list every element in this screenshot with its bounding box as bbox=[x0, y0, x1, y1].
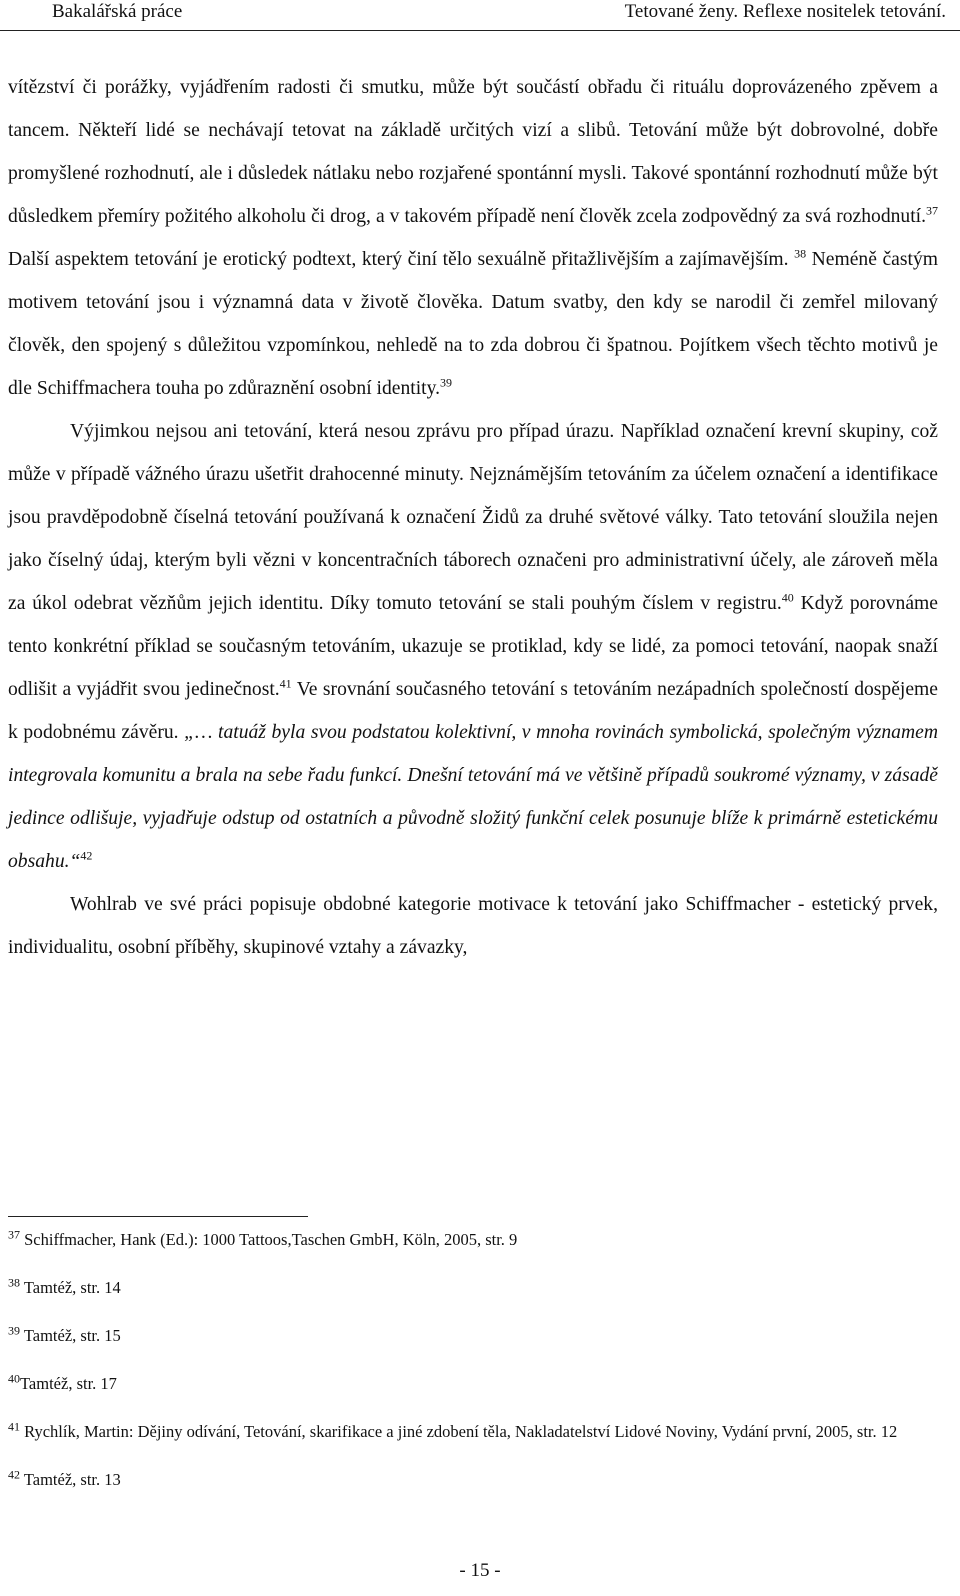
footnote-number: 38 bbox=[8, 1275, 20, 1290]
paragraph-2-text-c: Ve srovnání současného tetování s tetováním nezápadních společností dospějeme k podobnému závěru. bbox=[8, 679, 938, 743]
footnote-number: 40 bbox=[8, 1371, 20, 1386]
paragraph-2 bbox=[8, 410, 938, 883]
paragraph-3: Wohlrab ve své práci popisuje obdobné kategorie motivace k tetování jako Schiffmacher - estetický prvek, individualitu, osobní příběhy, skupinové vztahy a závazky, bbox=[8, 894, 938, 958]
footnote-number: 41 bbox=[8, 1419, 20, 1434]
footnote-separator bbox=[8, 1216, 308, 1217]
footnote-text: Tamtéž, str. 17 bbox=[20, 1374, 117, 1393]
footnote-number: 39 bbox=[8, 1323, 20, 1338]
footnote-38 bbox=[8, 1276, 938, 1300]
footnote-39 bbox=[8, 1324, 938, 1348]
footnote-42 bbox=[8, 1468, 938, 1492]
body-text bbox=[8, 66, 938, 969]
footnote-text: Rychlík, Martin: Dějiny odívání, Tetování, skarifikace a jiné zdobení těla, Nakladatelství Lidové Noviny, Vydání první, 2005, str. 12 bbox=[20, 1422, 898, 1441]
page-header bbox=[0, 0, 960, 31]
quotation: „… tatuáž byla svou podstatou kolektivní, v mnoha rovinách symbolická, společným významem integrovala komunitu a brala na sebe řadu funkcí. Dnešní tetování má ve většině případů soukromé významy, v zásadě jedince odlišuje, vyjadřuje odstup od ostatních a původně složitý funkční celek posunuje blíže k primárně estetickému obsahu.“ bbox=[8, 722, 938, 872]
header-thesis-type: Bakalářská práce bbox=[52, 1, 183, 22]
paragraph-1-text-c: Neméně častým motivem tetování jsou i významná data v životě člověka. Datum svatby, den kdy se narodil či zemřel milovaný člověk, den spojený s důležitou vzpomínkou, nehledě na to zda dobrou či špatnou. Pojítkem všech těchto motivů je dle Schiffmachera touha po zdůraznění osobní identity. bbox=[8, 249, 938, 399]
paragraph-2-text-a: Výjimkou nejsou ani tetování, která nesou zprávu pro případ úrazu. Například označení krevní skupiny, což může v případě vážného úrazu ušetřit drahocenné minuty. Nejznámějším tetováním za účelem označení a identifikace jsou pravděpodobně číselná tetování používaná k označení Židů za druhé světové války. Tato tetování sloužila nejen jako číselný údaj, kterým byli vězni v koncentračních táborech označeni pro administrativní účely, ale zároveň měla za úkol odebrat vězňům jejich identitu. Díky tomuto tetování se stali pouhým číslem v registru. bbox=[8, 421, 938, 614]
footnote-40 bbox=[8, 1372, 938, 1396]
footnotes bbox=[8, 1228, 938, 1516]
footnote-text: Tamtéž, str. 14 bbox=[20, 1278, 121, 1297]
footnote-37 bbox=[8, 1228, 938, 1252]
footnote-41 bbox=[8, 1420, 938, 1444]
paragraph-1-text-a: vítězství či porážky, vyjádřením radosti či smutku, může být součástí obřadu či rituálu doprovázeného zpěvem a tancem. Někteří lidé se nechávají tetovat na základě určitých vizí a slibů. Tetování může být dobrovolné, dobře promyšlené rozhodnutí, ale i důsledek nátlaku nebo rozjařené spontánní mysli. Takové spontánní rozhodnutí může být důsledkem přemíry požitého alkoholu či drog, a v takovém případě není člověk zcela zodpovědný za svá rozhodnutí. bbox=[8, 77, 938, 227]
page-number: - 15 - bbox=[459, 1560, 501, 1581]
footnote-ref-38: 38 bbox=[794, 246, 807, 261]
footnote-ref-40: 40 bbox=[781, 590, 794, 605]
header-thesis-title: Tetované ženy. Reflexe nositelek tetování. bbox=[624, 1, 946, 22]
footnote-ref-39: 39 bbox=[440, 375, 453, 390]
paragraph-1 bbox=[8, 66, 938, 410]
footnote-ref-41: 41 bbox=[279, 676, 292, 691]
footnote-text: Schiffmacher, Hank (Ed.): 1000 Tattoos,Taschen GmbH, Köln, 2005, str. 9 bbox=[20, 1230, 518, 1249]
footnote-ref-42: 42 bbox=[80, 848, 93, 863]
paragraph-1-text-b: Další aspektem tetování je erotický podtext, který činí tělo sexuálně přitažlivějším a zajímavějším. bbox=[8, 249, 795, 270]
footnote-text: Tamtéž, str. 13 bbox=[20, 1470, 121, 1489]
footnote-number: 42 bbox=[8, 1467, 20, 1482]
footnote-number: 37 bbox=[8, 1227, 20, 1242]
footnote-ref-37: 37 bbox=[926, 203, 938, 218]
footnote-text: Tamtéž, str. 15 bbox=[20, 1326, 121, 1345]
paragraph-2-text-b: Když porovnáme tento konkrétní příklad se současným tetováním, ukazuje se protiklad, kdy se lidé, za pomoci tetování, naopak snaží odlišit a vyjádřit svou jedinečnost. bbox=[8, 593, 938, 700]
